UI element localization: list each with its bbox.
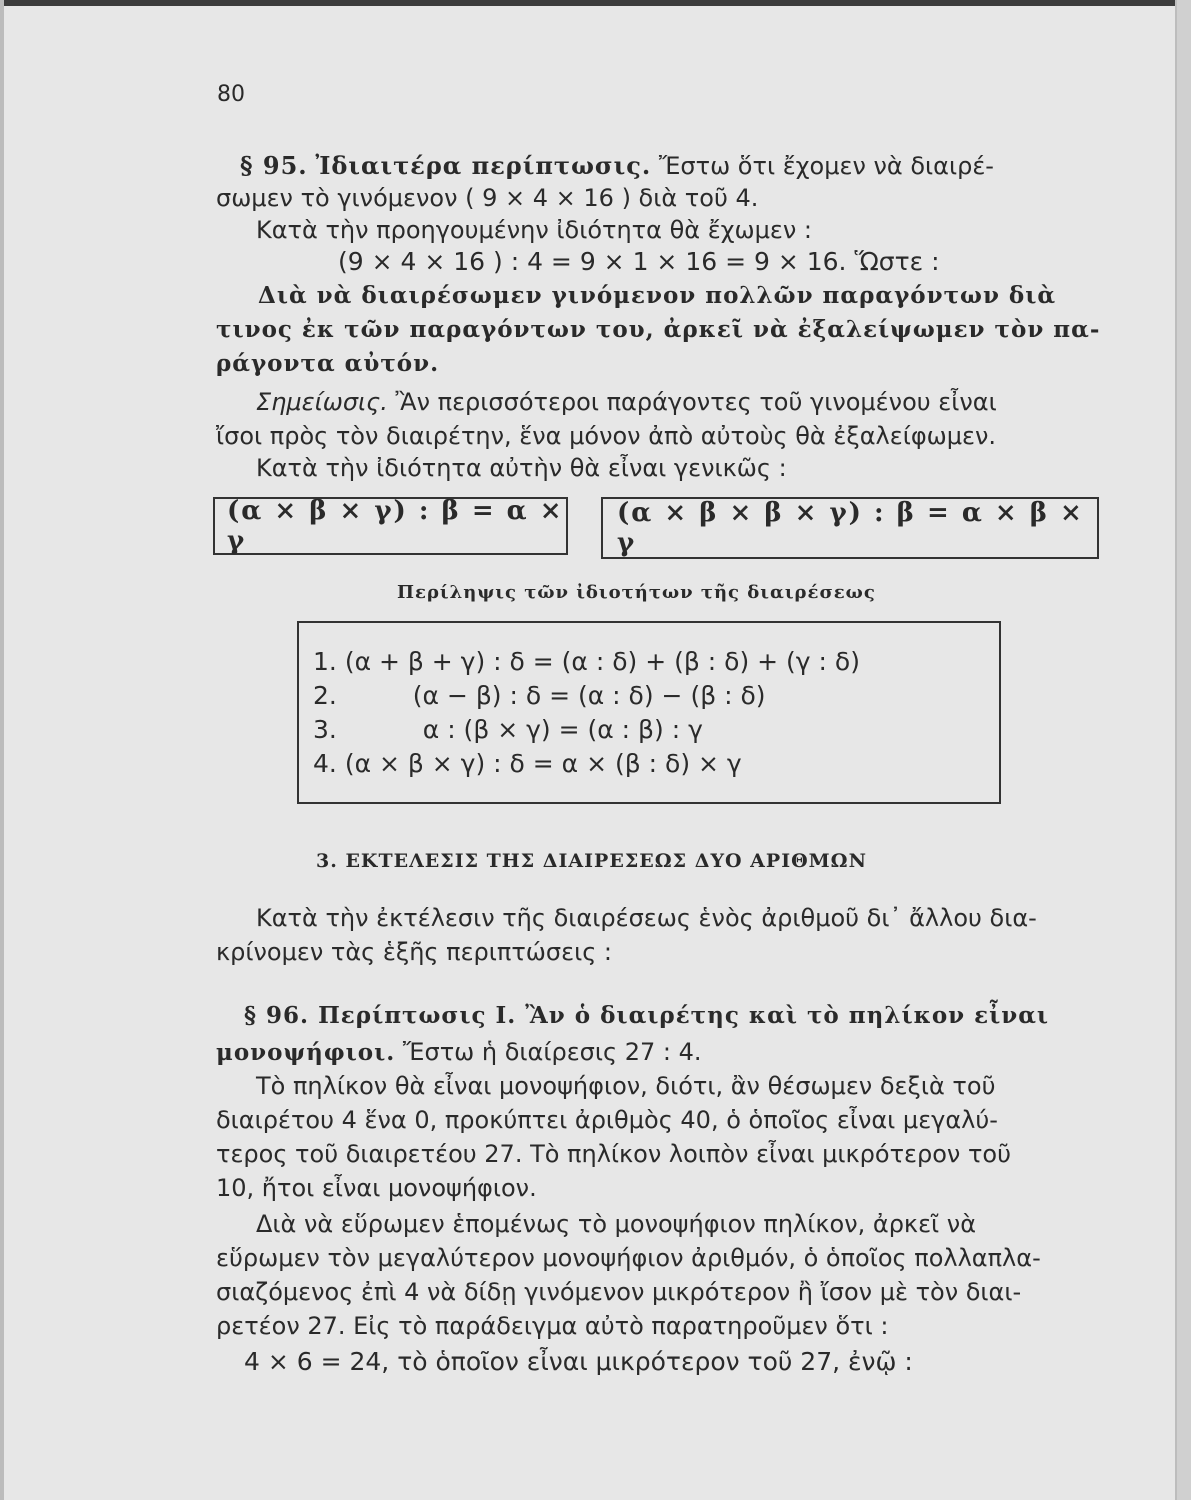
- summary-row-formula: α : (β × γ) = (α : β) : γ: [422, 715, 703, 744]
- formula-box-1: (α × β × γ) : β = α × γ: [213, 497, 568, 555]
- p1-line-4: 10, ἤτοι εἶναι μονοψήφιον.: [216, 1174, 537, 1202]
- note-line-3: Κατὰ τὴν ἰδιότητα αὐτὴν θὰ εἶναι γενικῶς :: [256, 454, 787, 482]
- section-95-label: § 95.: [240, 151, 308, 180]
- summary-row-num: 2.: [313, 681, 337, 710]
- summary-row-num: 1.: [313, 647, 337, 676]
- chapter-heading: 3. ΕΚΤΕΛΕΣΙΣ ΤΗΣ ΔΙΑΙΡΕΣΕΩΣ ΔΥΟ ΑΡΙΘΜΩΝ: [316, 850, 867, 872]
- section-95-line-3: Κατὰ τὴν προηγουμένην ἰδιότητα θὰ ἔχωμεν :: [256, 216, 812, 244]
- last-line: 4 × 6 = 24, τὸ ὁποῖον εἶναι μικρότερον τοῦ 27, ἐνῷ :: [244, 1347, 913, 1376]
- summary-title: Περίληψις τῶν ἰδιοτήτων τῆς διαιρέσεως: [397, 582, 876, 603]
- p2-line-2: εὕρωμεν τὸν μεγαλύτερον μονοψήφιον ἀριθμόν, ὁ ὁποῖος πολλαπλα-: [216, 1244, 1041, 1272]
- p2-line-3: σιαζόμενος ἐπὶ 4 νὰ δίδῃ γινόμενον μικρότερον ἢ ἴσον μὲ τὸν διαι-: [216, 1278, 1022, 1306]
- note-line-1-text: Ἂν περισσότεροι παράγοντες τοῦ γινομένου εἶναι: [395, 388, 997, 416]
- summary-row-4: [313, 749, 742, 778]
- section-95-equation: [338, 244, 940, 280]
- formula-box-2: (α × β × β × γ) : β = α × β × γ: [601, 497, 1099, 559]
- equation-end: Ὥστε :: [854, 247, 940, 276]
- section-95-line-1-text: Ἔστω ὅτι ἔχομεν νὰ διαιρέ-: [658, 152, 994, 180]
- summary-row-num: 4.: [313, 749, 337, 778]
- section-96-example: Ἔστω ἡ διαίρεσις 27 : 4.: [402, 1038, 702, 1066]
- section-96-title: Περίπτωσις Ι. Ἂν ὁ διαιρέτης καὶ τὸ πηλίκον εἶναι: [318, 1002, 1050, 1029]
- summary-row-num: 3.: [313, 715, 337, 744]
- p1-line-1: Τὸ πηλίκον θὰ εἶναι μονοψήφιον, διότι, ἂν θέσωμεν δεξιὰ τοῦ: [256, 1072, 996, 1100]
- note-line-1: [256, 384, 997, 420]
- summary-row-3: [313, 715, 703, 744]
- summary-row-1: [313, 647, 860, 676]
- page-number: 80: [217, 82, 245, 107]
- intro-line-1: Κατὰ τὴν ἐκτέλεσιν τῆς διαιρέσεως ἑνὸς ἀριθμοῦ δι᾽ ἄλλου δια-: [256, 904, 1037, 932]
- rule-line-2: τινος ἐκ τῶν παραγόντων του, ἀρκεῖ νὰ ἐξαλείψωμεν τὸν πα-: [216, 316, 1101, 343]
- rule-line-1: Διὰ νὰ διαιρέσωμεν γινόμενον πολλῶν παραγόντων διὰ: [258, 282, 1057, 309]
- p2-line-1: Διὰ νὰ εὕρωμεν ἑπομένως τὸ μονοψήφιον πηλίκον, ἀρκεῖ νὰ: [256, 1210, 977, 1238]
- summary-row-formula: (α × β × γ) : δ = α × (β : δ) × γ: [344, 749, 742, 778]
- rule-line-3: ράγοντα αὐτόν.: [216, 350, 440, 377]
- section-96-title-line-1: [244, 1002, 1049, 1029]
- equation-text: (9 × 4 × 16 ) : 4 = 9 × 1 × 16 = 9 × 16.: [338, 247, 847, 276]
- scan-right-edge: [1175, 0, 1191, 1500]
- section-96-title-end: μονοψήφιοι.: [216, 1039, 396, 1066]
- scan-top-edge: [0, 0, 1191, 6]
- section-95-title: Ἰδιαιτέρα περίπτωσις.: [315, 151, 652, 180]
- intro-line-2: κρίνομεν τὰς ἑξῆς περιπτώσεις :: [216, 938, 613, 966]
- summary-box: [297, 621, 1001, 804]
- summary-row-formula: (α − β) : δ = (α : δ) − (β : δ): [412, 681, 766, 710]
- summary-row-2: [313, 681, 766, 710]
- p1-line-3: τερος τοῦ διαιρετέου 27. Τὸ πηλίκον λοιπὸν εἶναι μικρότερον τοῦ: [216, 1140, 1011, 1168]
- note-line-2: ἴσοι πρὸς τὸν διαιρέτην, ἕνα μόνον ἀπὸ αὐτοὺς θὰ ἐξαλείφωμεν.: [216, 422, 997, 450]
- section-95-line-2: σωμεν τὸ γινόμενον ( 9 × 4 × 16 ) διὰ τοῦ 4.: [216, 184, 759, 212]
- summary-row-formula: (α + β + γ) : δ = (α : δ) + (β : δ) + (γ : δ): [344, 647, 860, 676]
- p2-line-4: ρετέον 27. Εἰς τὸ παράδειγμα αὐτὸ παρατηροῦμεν ὅτι :: [216, 1312, 889, 1340]
- p1-line-2: διαιρέτου 4 ἕνα 0, προκύπτει ἀριθμὸς 40, ὁ ὁποῖος εἶναι μεγαλύ-: [216, 1106, 998, 1134]
- note-label: Σημείωσις.: [256, 388, 388, 416]
- scan-left-edge: [0, 0, 4, 1500]
- section-95-line-1: [240, 148, 994, 184]
- section-96-label: § 96.: [244, 1002, 310, 1029]
- section-96-title-line-2: [216, 1034, 702, 1071]
